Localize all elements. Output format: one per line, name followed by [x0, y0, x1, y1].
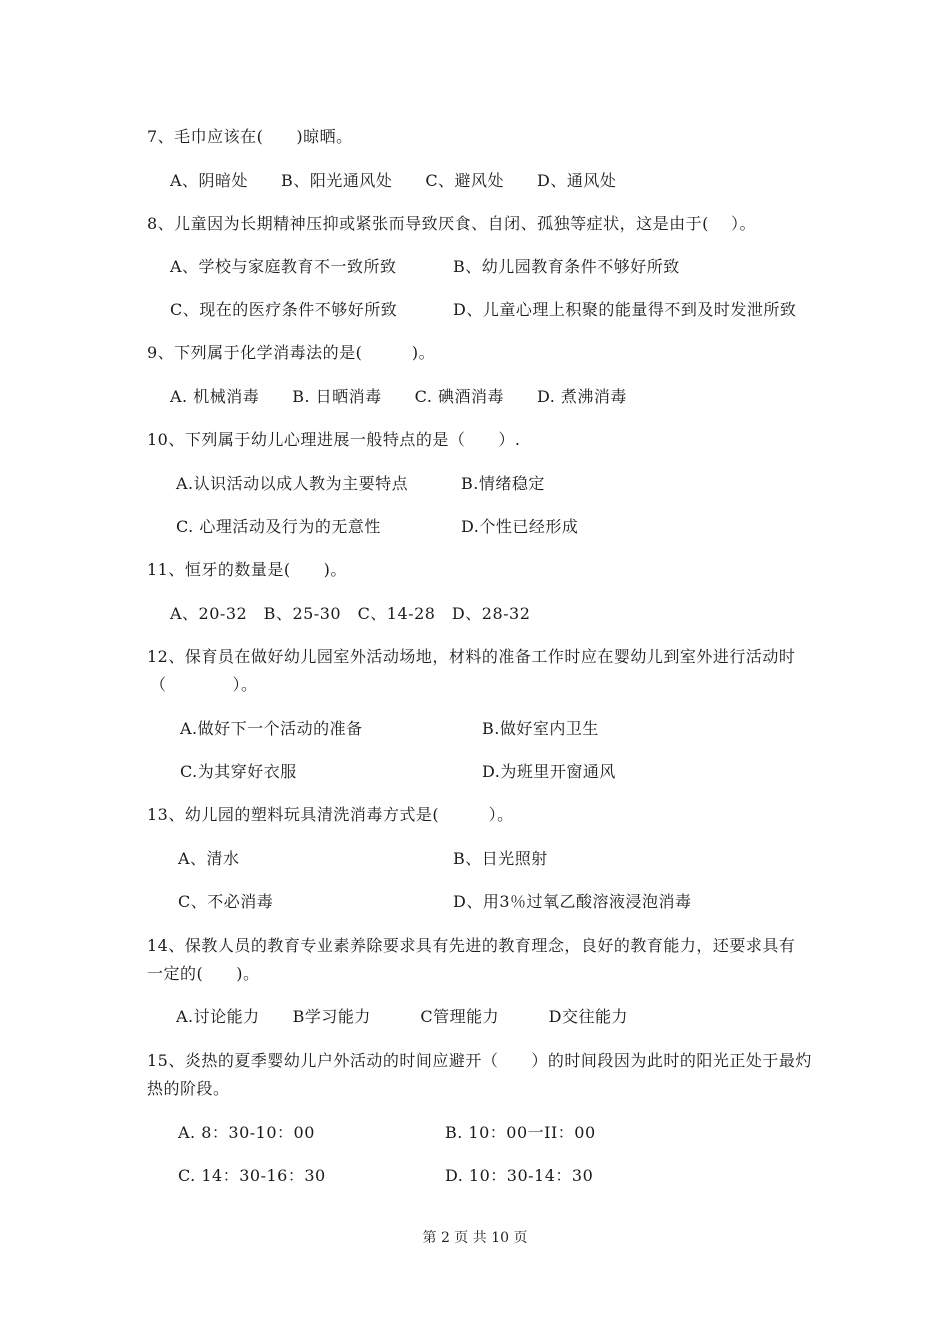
question-9-options: A. 机械消毒 B. 日晒消毒 C. 碘酒消毒 D. 煮沸消毒 — [170, 387, 627, 406]
question-11-stem: 11、恒牙的数量是( )。 — [147, 560, 347, 579]
question-13-option-b: B、日光照射 — [453, 849, 548, 868]
question-10-option-c: C. 心理活动及行为的无意性 — [176, 517, 381, 536]
question-15-option-d: D. 10：30-14：30 — [445, 1166, 594, 1185]
question-15-stem: 15、炎热的夏季婴幼儿户外活动的时间应避开（ ）的时间段因为此时的阳光正处于最灼 — [147, 1051, 812, 1070]
question-7-stem: 7、毛巾应该在( )晾晒。 — [147, 127, 353, 146]
page-number-footer: 第 2 页 共 10 页 — [422, 1230, 528, 1246]
question-8-option-c: C、现在的医疗条件不够好所致 — [170, 300, 398, 319]
question-15-option-b: B. 10：00一II：00 — [445, 1123, 596, 1142]
question-8-stem: 8、儿童因为长期精神压抑或紧张而导致厌食、自闭、孤独等症状，这是由于( ）。 — [147, 214, 757, 233]
question-14-stem: 14、保教人员的教育专业素养除要求具有先进的教育理念，良好的教育能力，还要求具有 — [147, 936, 796, 955]
question-8-option-b: B、幼儿园教育条件不够好所致 — [453, 257, 680, 276]
question-15-option-a: A. 8：30-10：00 — [178, 1123, 315, 1142]
question-15-option-c: C. 14：30-16：30 — [178, 1166, 326, 1185]
question-15-stem-cont: 热的阶段。 — [147, 1079, 230, 1098]
question-14-options: A.讨论能力 B学习能力 C管理能力 D交往能力 — [176, 1007, 628, 1026]
question-13-option-c: C、不必消毒 — [178, 892, 274, 911]
question-8-option-a: A、学校与家庭教育不一致所致 — [170, 257, 397, 276]
question-13-stem: 13、幼儿园的塑料玩具清洗消毒方式是( ）。 — [147, 805, 514, 824]
question-14-stem-cont: 一定的( )。 — [147, 964, 260, 983]
question-12-option-d: D.为班里开窗通风 — [482, 762, 616, 781]
question-10-option-d: D.个性已经形成 — [461, 517, 579, 536]
question-8-option-d: D、儿童心理上积聚的能量得不到及时发泄所致 — [453, 300, 797, 319]
question-13-option-a: A、清水 — [178, 849, 240, 868]
question-10-option-a: A.认识活动以成人教为主要特点 — [176, 474, 409, 493]
question-10-option-b: B.情绪稳定 — [461, 474, 545, 493]
question-12-option-a: A.做好下一个活动的准备 — [180, 719, 363, 738]
question-11-options: A、20-32 B、25-30 C、14-28 D、28-32 — [170, 604, 531, 623]
question-12-stem-cont: （ ）。 — [150, 675, 258, 694]
question-7-options: A、阴暗处 B、阳光通风处 C、避风处 D、通风处 — [170, 171, 617, 190]
question-12-stem: 12、保育员在做好幼儿园室外活动场地，材料的准备工作时应在婴幼儿到室外进行活动时 — [147, 647, 796, 666]
question-13-option-d: D、用3％过氧乙酸溶液浸泡消毒 — [453, 892, 692, 911]
question-9-stem: 9、下列属于化学消毒法的是( )。 — [147, 343, 436, 362]
question-12-option-c: C.为其穿好衣服 — [180, 762, 297, 781]
question-12-option-b: B.做好室内卫生 — [482, 719, 599, 738]
question-10-stem: 10、下列属于幼儿心理进展一般特点的是（ ）. — [147, 430, 521, 449]
